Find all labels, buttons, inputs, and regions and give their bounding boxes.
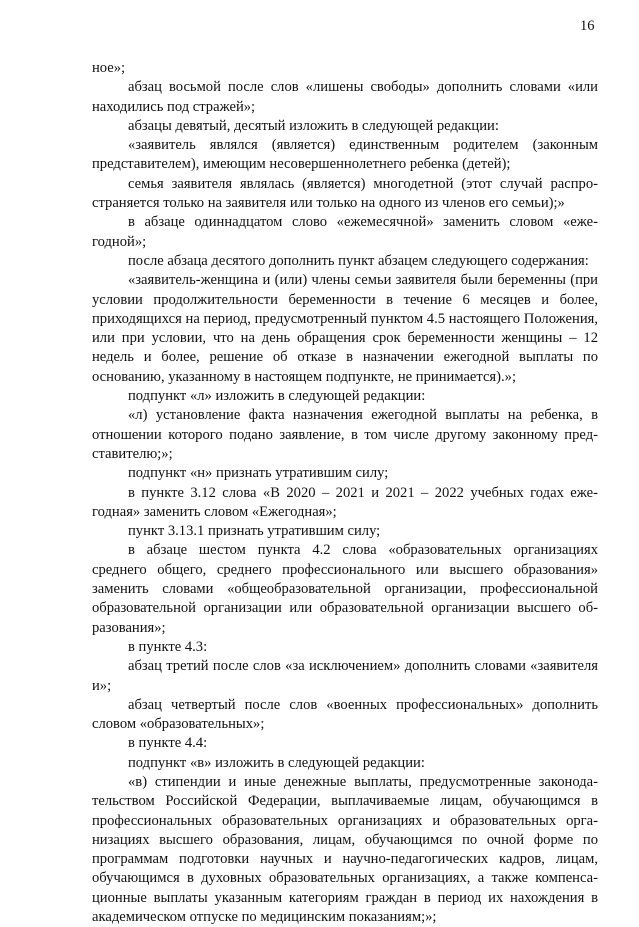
body-text: [92, 59, 598, 927]
paragraph: в пункте 4.3:: [128, 638, 208, 655]
paragraph: пункт 3.13.1 признать утратившим силу;: [128, 523, 381, 540]
paragraph: «л) установление факта назначения ежегодной выплаты на ребенка, в отношении которого подано заявление, в том числе другому законному представителю;»;: [92, 407, 598, 462]
paragraph: «заявитель являлся (является) единственным родителем (законным представителем), имеющим несовершеннолетнего ребенка (детей);: [92, 137, 598, 173]
paragraph: абзац четвертый после слов «военных профессиональных» дополнить словом «образовательных»;: [92, 696, 598, 733]
paragraph: в абзаце шестом пункта 4.2 слова «образовательных организациях среднего общего, среднего профессионального или высшего образования» заменить словами «общеобразовательной организации, профессиональной образовательной организации или образовательной организации высшего образования»;: [92, 542, 598, 636]
paragraph: абзац восьмой после слов «лишены свободы» дополнить словами «или находились под стражей»;: [92, 79, 598, 115]
paragraph: ное»;: [92, 60, 126, 76]
paragraph: подпункт «н» признать утратившим силу;: [128, 465, 389, 482]
paragraph: абзацы девятый, десятый изложить в следующей редакции:: [128, 117, 499, 134]
paragraph: в пункте 4.4:: [128, 735, 208, 752]
paragraph: после абзаца десятого дополнить пункт абзацем следующего содержания:: [128, 252, 589, 269]
paragraph: «заявитель-женщина и (или) члены семьи заявителя были беременны (при условии продолжительности беременности в течение 6 месяцев и более, приходящихся на период, предусмотренный пунктом 4.5 настоящего Положения, или при условии, что на день обращения срок беременности женщины – 12 недель и более, решение об отказе в назначении ежегодной выплаты по основанию, указанному в настоящем подпункте, не принимается).»;: [92, 272, 598, 385]
paragraph: семья заявителя являлась (является) многодетной (этот случай распространяется только на заявителя или только на одного из членов его семьи);»: [92, 175, 598, 212]
paragraph: подпункт «л» изложить в следующей редакции:: [128, 388, 426, 405]
paragraph: «в) стипендии и иные денежные выплаты, предусмотренные законодательством Российской Федерации, выплачиваемые лицам, обучающимся в профессиональных образовательных организациях и образовательных организациях высшего образования, лицам, обучающимся по очной форме по программам подготовки научных и научно-педагогических кадров, лицам, обучающимся в духовных образовательных организациях, а также компенсационные выплаты указанным категориям граждан в период их нахождения в академическом отпуске по медицинским показаниям;»;: [92, 773, 598, 926]
paragraph: в пункте 3.12 слова «В 2020 – 2021 и 2021 – 2022 учебных годах ежегодная» заменить словом «Ежегодная»;: [92, 484, 598, 520]
paragraph: подпункт «в» изложить в следующей редакции:: [128, 754, 425, 771]
page-number: 16: [580, 18, 595, 34]
paragraph: абзац третий после слов «за исключением» дополнить словами «заявителя и»;: [92, 658, 598, 694]
paragraph: в абзаце одиннадцатом слово «ежемесячной» заменить словом «ежегодной»;: [92, 214, 598, 250]
